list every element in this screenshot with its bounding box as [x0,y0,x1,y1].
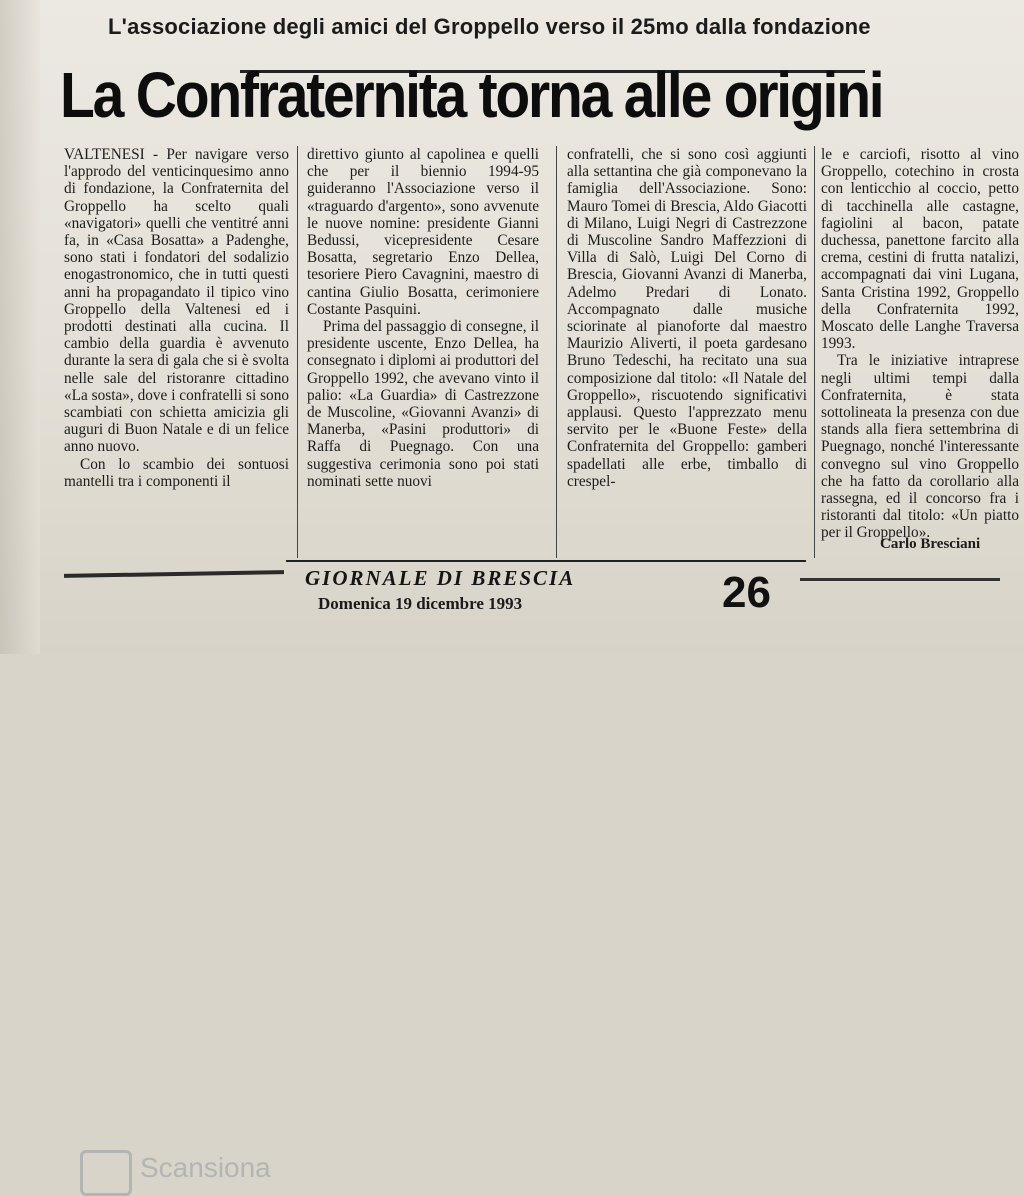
paragraph: confratelli, che si sono così aggiunti alla settantina che già componevano la famiglia dell'Associazione. Sono: Mauro Tomei di Brescia, Aldo Giacotti di Milano, Luigi Negri di Castrezzone di Muscoline Sandro Maffezzioni di Villa di Salò, Luigi Del Corno di Brescia, Giovanni Avanzi di Manerba, Adelmo Predari di Lonato. Accompagnato dalle musiche sciorinate al pianoforte dal maestro Maurizio Aliverti, il poeta gardesano Bruno Tedeschi, ha recitato una sua composizione dal titolo: «Il Natale del Groppello», riscuotendo significativi applausi. Questo l'apprezzato menu servito per le «Buone Feste» della Confraternita del Groppello: gamberi spadellati alle erbe, timballo di crespel- [567,146,807,490]
article-column-4 [821,146,1019,556]
watermark-text: Scansiona [140,1152,271,1183]
page-edge-shadow [0,0,40,654]
paragraph: direttivo giunto al capolinea e quelli che per il biennio 1994-95 guideranno l'Associazione verso il «traguardo d'argento», sono avvenute le nuove nomine: presidente Gianni Bedussi, vicepresidente Cesare Bosatta, segretario Enzo Dellea, tesoriere Piero Cavagnini, maestro di cantina Giulio Bosatta, cerimoniere Costante Pasquini. [307,146,539,318]
article-column-3 [567,146,807,556]
pen-mark [800,578,1000,581]
column-divider [297,146,298,558]
publication-date: Domenica 19 dicembre 1993 [318,594,523,613]
paragraph: Tra le iniziative intraprese negli ultimi tempi dalla Confraternita, è stata sottolineata la presenza con due stands alla fiera settembrina di Puegnago, nonché l'interessante convegno sul vino Groppello che ha fatto da corollario alla rassegna, ed il concorso fra i ristoranti dal titolo: «Un piatto per il Groppello». [821,352,1019,542]
column-divider [814,146,815,558]
column-divider [556,146,557,558]
page-number: 26 [722,568,771,617]
article-headline: La Confraternita torna alle origini [60,60,883,132]
pen-mark [64,570,284,578]
article-body [64,146,1020,556]
paragraph: le e carciofi, risotto al vino Groppello, cotechino in crosta con lenticchio al coccio, petto di tacchinella alle castagne, fagiolini al bacon, patate duchessa, panettone farcito alla crema, cestini di frutta natalizi, accompagnati dai vini Lugana, Santa Cristina 1992, Groppello della Confraternita 1992, Moscato delle Langhe Traversa 1993. [821,146,1019,353]
article-kicker: L'associazione degli amici del Groppello verso il 25mo dalla fondazione [108,14,871,39]
article-byline: Carlo Bresciani [880,536,981,552]
paragraph: VALTENESI - Per navigare verso l'approdo del venticinquesimo anno di fondazione, la Confraternita del Groppello ha scelto quali «navigatori» quelli che ventitré anni fa, in «Casa Bosatta» a Padenghe, sono stati i fondatori del sodalizio enogastronomico, che in tutti questi anni ha propagandato il tipico vino Groppello della Valtenesi ed i prodotti destinati alla cucina. Il cambio della guardia è avvenuto durante la sera di gala che si è svolta nelle sale del ristoranre cittadino «La sosta», dove i confratelli si sono scambiati con schietta amicizia gli auguri di Buon Natale e di un felice anno nuovo. [64,146,289,456]
scanner-logo-icon [80,1150,132,1196]
article-column-2 [307,146,539,556]
newspaper-masthead: GIORNALE DI BRESCIA [305,566,576,590]
paragraph: Prima del passaggio di consegne, il presidente uscente, Enzo Dellea, ha consegnato i diplomi ai produttori del Groppello 1992, che avevano vinto il palio: «La Guardia» di Castrezzone de Muscoline, «Giovanni Avanzi» di Manerba, «Pasini produttori» di Raffa di Puegnago. Con una suggestiva cerimonia sono poi stati nominati sette nuovi [307,318,539,490]
article-column-1 [64,146,289,556]
paragraph: Con lo scambio dei sontuosi mantelli tra i componenti il [64,455,289,490]
